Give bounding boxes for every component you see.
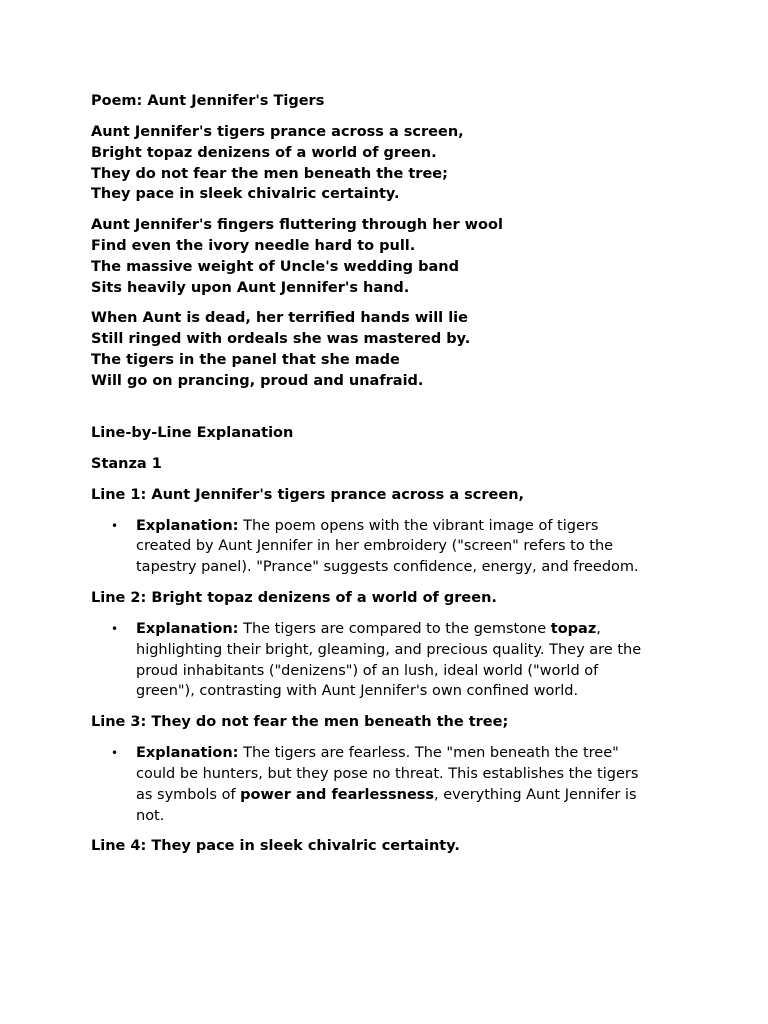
poem-line: They pace in sleek chivalric certainty. [91, 186, 400, 203]
explanation-text-line [136, 536, 671, 557]
explanation-item [111, 516, 671, 578]
line-heading-1: Line 1: Aunt Jennifer's tigers prance across a screen, [91, 486, 525, 503]
poem-line: Sits heavily upon Aunt Jennifer's hand. [91, 279, 410, 296]
line-heading-3: Line 3: They do not fear the men beneath the tree; [91, 714, 509, 731]
explanation-segment: green"), contrasting with Aunt Jennifer's own confined world. [136, 683, 579, 700]
poem-line: They do not fear the men beneath the tree; [91, 165, 448, 182]
explanation-segment: The tigers are fearless. The "men beneath the tree" [238, 745, 619, 762]
poem-line: Bright topaz denizens of a world of green. [91, 144, 437, 161]
poem-line: The massive weight of Uncle's wedding band [91, 258, 459, 275]
poem-stanza-3 [91, 308, 671, 391]
explanation-segment: tapestry panel). "Prance" suggests confidence, energy, and freedom. [136, 559, 639, 576]
line-explanations [91, 485, 671, 858]
poem-line: Find even the ivory needle hard to pull. [91, 237, 416, 254]
document-page [91, 91, 671, 867]
explanation-item [111, 743, 671, 826]
explanation-list [91, 619, 671, 702]
line-heading-2: Line 2: Bright topaz denizens of a world of green. [91, 589, 497, 606]
bullet-icon: • [111, 518, 119, 533]
poem-line: Still ringed with ordeals she was mastered by. [91, 331, 471, 348]
poem-line: The tigers in the panel that she made [91, 351, 400, 368]
explanation-list [91, 743, 671, 826]
poem-stanza-2 [91, 215, 671, 298]
explanation-segment: , everything Aunt Jennifer is [434, 786, 637, 803]
explanation-text-line [136, 557, 671, 578]
explanation-text-line [136, 619, 671, 640]
emphasis-text: topaz [550, 620, 597, 637]
explanation-text-line [136, 785, 671, 806]
poem-line: Will go on prancing, proud and unafraid. [91, 372, 424, 389]
explanation-segment: , [596, 620, 601, 637]
explanation-segment: proud inhabitants ("denizens") of an lush, ideal world ("world of [136, 662, 599, 679]
explanation-text-line [136, 681, 671, 702]
explanation-text-line [136, 764, 671, 785]
explanation-segment: not. [136, 807, 165, 824]
explanation-text-line [136, 516, 671, 537]
explanation-label: Explanation: [136, 620, 239, 637]
emphasis-text: power and fearlessness [240, 786, 435, 803]
explanation-text-line [136, 806, 671, 827]
poem-title: Poem: Aunt Jennifer's Tigers [91, 93, 325, 109]
explanation-text-line [136, 661, 671, 682]
poem-line: When Aunt is dead, her terrified hands will lie [91, 310, 468, 327]
stanza-heading: Stanza 1 [91, 455, 162, 472]
explanation-item [111, 619, 671, 702]
explanation-segment: The tigers are compared to the gemstone [238, 620, 551, 637]
explanation-text-line [136, 640, 671, 661]
explanation-text-line [136, 743, 671, 764]
explanation-segment: highlighting their bright, gleaming, and precious quality. They are the [136, 641, 642, 658]
line-heading-4: Line 4: They pace in sleek chivalric certainty. [91, 838, 460, 855]
explanation-segment: as symbols of [136, 786, 241, 803]
explanation-segment: could be hunters, but they pose no threat. This establishes the tigers [136, 765, 639, 782]
bullet-icon: • [111, 746, 119, 761]
explanation-heading: Line-by-Line Explanation [91, 424, 294, 441]
poem-line: Aunt Jennifer's tigers prance across a screen, [91, 124, 464, 140]
poem-line: Aunt Jennifer's fingers fluttering through her wool [91, 217, 503, 234]
explanation-label: Explanation: [136, 745, 239, 762]
bullet-icon: • [111, 621, 119, 636]
poem-stanza-1 [91, 122, 671, 205]
explanation-segment: created by Aunt Jennifer in her embroidery ("screen" refers to the [136, 538, 614, 555]
explanation-segment: The poem opens with the vibrant image of tigers [238, 517, 599, 534]
explanation-label: Explanation: [136, 517, 239, 534]
explanation-list [91, 516, 671, 578]
